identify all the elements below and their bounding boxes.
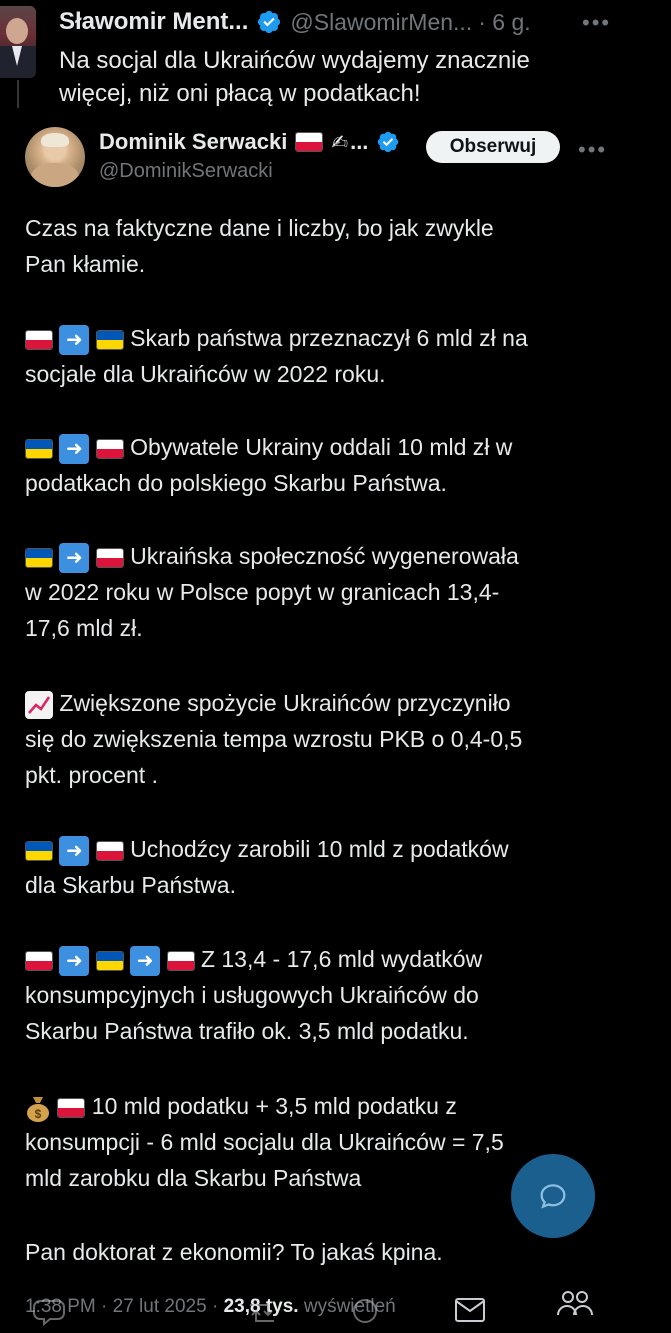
verified-badge-icon [256,9,282,35]
poland-flag-icon [96,548,124,568]
parent-handle[interactable]: @SlawomirMen... [290,8,473,35]
line-text: Skarb państwa przeznaczył 6 mld zł na [130,325,528,351]
text-line [25,538,625,574]
line-text: Zwiększone spożycie Ukraińców przyczyniło [59,690,511,716]
views-label: wyświetleń [298,1296,396,1317]
closing-remark [25,1234,625,1270]
line-text: Ukraińska społeczność wygenerowała [130,543,519,569]
ukraine-flag-icon [25,439,53,459]
poland-flag-icon [57,1098,85,1118]
ukraine-flag-icon [96,330,124,350]
line-text: 10 mld podatku + 3,5 mld podatku z [91,1093,457,1119]
more-options-icon[interactable]: ••• [578,137,608,162]
compose-reply-button[interactable] [511,1154,595,1238]
text-line [25,831,625,867]
avatar-body [31,163,79,187]
paragraph-gdp [25,685,625,793]
reply-icon[interactable] [34,1301,64,1324]
line-text: Obywatele Ukrainy oddali 10 mld zł w [130,434,513,460]
parent-avatar[interactable] [0,6,36,78]
avatar-face [6,18,28,44]
money-bag-icon [25,1093,51,1123]
parent-timestamp[interactable]: · 6 g. [478,8,531,35]
like-icon[interactable] [354,1300,376,1322]
text-line: dla Skarbu Państwa. [25,872,236,898]
text-line: pkt. procent . [25,762,158,788]
line-text: Z 13,4 - 17,6 mld wydatków [200,946,483,972]
right-arrow-icon: ➜ [59,434,89,464]
text-line: mld zarobku dla Skarbu Państwa [25,1165,362,1191]
tweet-intro [25,210,625,282]
paragraph-taxes-paid [25,429,625,501]
chart-increasing-icon [25,691,53,719]
right-arrow-icon: ➜ [59,543,89,573]
text-line: socjale dla Ukraińców w 2022 roku. [25,361,386,387]
poland-flag-icon [25,951,53,971]
parent-author-name[interactable]: Sławomir Ment... [59,8,249,35]
text-line: Pan doktorat z ekonomii? To jakaś kpina. [25,1239,443,1265]
poland-flag-icon [96,841,124,861]
text-line [25,941,625,977]
right-arrow-icon: ➜ [59,325,89,355]
views-count: 23,8 tys. [223,1296,299,1317]
poland-flag-icon [295,132,323,152]
retweet-icon[interactable] [250,1305,274,1321]
text-line: więcej, niż oni płacą w podatkach! [59,80,421,107]
text-line: w 2022 roku w Polsce popyt w granicach 13,4- [25,579,500,605]
paragraph-budget-spend [25,320,625,392]
paragraph-refugee-taxes [25,831,625,903]
parent-tweet[interactable] [0,0,671,110]
line-text: Uchodźcy zarobili 10 mld z podatków [130,836,509,862]
parent-tweet-text [59,44,619,110]
text-line: Na socjal dla Ukraińców wydajemy znacznie [59,47,530,74]
text-line [25,320,625,356]
writing-hand-icon: ✍ [331,131,349,154]
text-line: konsumpcyjnych i usługowych Ukraińców do [25,982,479,1008]
paragraph-consumption-tax [25,941,625,1049]
timestamp[interactable]: 1:38 PM · 27 lut 2025 · [25,1296,224,1317]
svg-text:$: $ [34,1106,42,1121]
text-line: 17,6 mld zł. [25,615,143,641]
author-name-row [99,129,400,155]
text-line [25,1088,625,1124]
verified-badge-icon [376,130,400,154]
action-bar [0,1285,671,1333]
follow-button[interactable]: Obserwuj [426,131,560,163]
ukraine-flag-icon [25,841,53,861]
right-arrow-icon: ➜ [59,836,89,866]
thread-line [17,80,19,108]
text-line: podatkach do polskiego Skarbu Państwa. [25,470,447,496]
text-line: Skarbu Państwa trafiło ok. 3,5 mld podatku. [25,1018,469,1044]
parent-header [59,8,531,36]
right-arrow-icon: ➜ [59,946,89,976]
author-name[interactable]: Dominik Serwacki [99,129,288,154]
right-arrow-icon: ➜ [130,946,160,976]
text-line [25,429,625,465]
name-ellipsis: ... [350,129,369,154]
poland-flag-icon [96,439,124,459]
more-options-icon[interactable]: ••• [582,10,612,35]
text-line: Czas na faktyczne dane i liczby, bo jak zwykle [25,215,494,241]
avatar-hair [41,133,69,147]
poland-flag-icon [167,951,195,971]
text-line: konsumpcji - 6 mld socjalu dla Ukraińców = 7,5 [25,1129,504,1155]
chat-bubble-icon [536,1179,570,1213]
text-line [25,685,625,721]
communities-icon[interactable] [558,1292,592,1315]
text-line: Pan kłamie. [25,251,146,277]
poland-flag-icon [25,330,53,350]
messages-icon[interactable] [456,1299,484,1321]
ukraine-flag-icon [96,951,124,971]
author-handle[interactable]: @DominikSerwacki [99,160,273,182]
ukraine-flag-icon [25,548,53,568]
text-line: się do zwiększenia tempa wzrostu PKB o 0,4-0,5 [25,726,523,752]
author-avatar[interactable] [25,127,85,187]
paragraph-demand [25,538,625,646]
